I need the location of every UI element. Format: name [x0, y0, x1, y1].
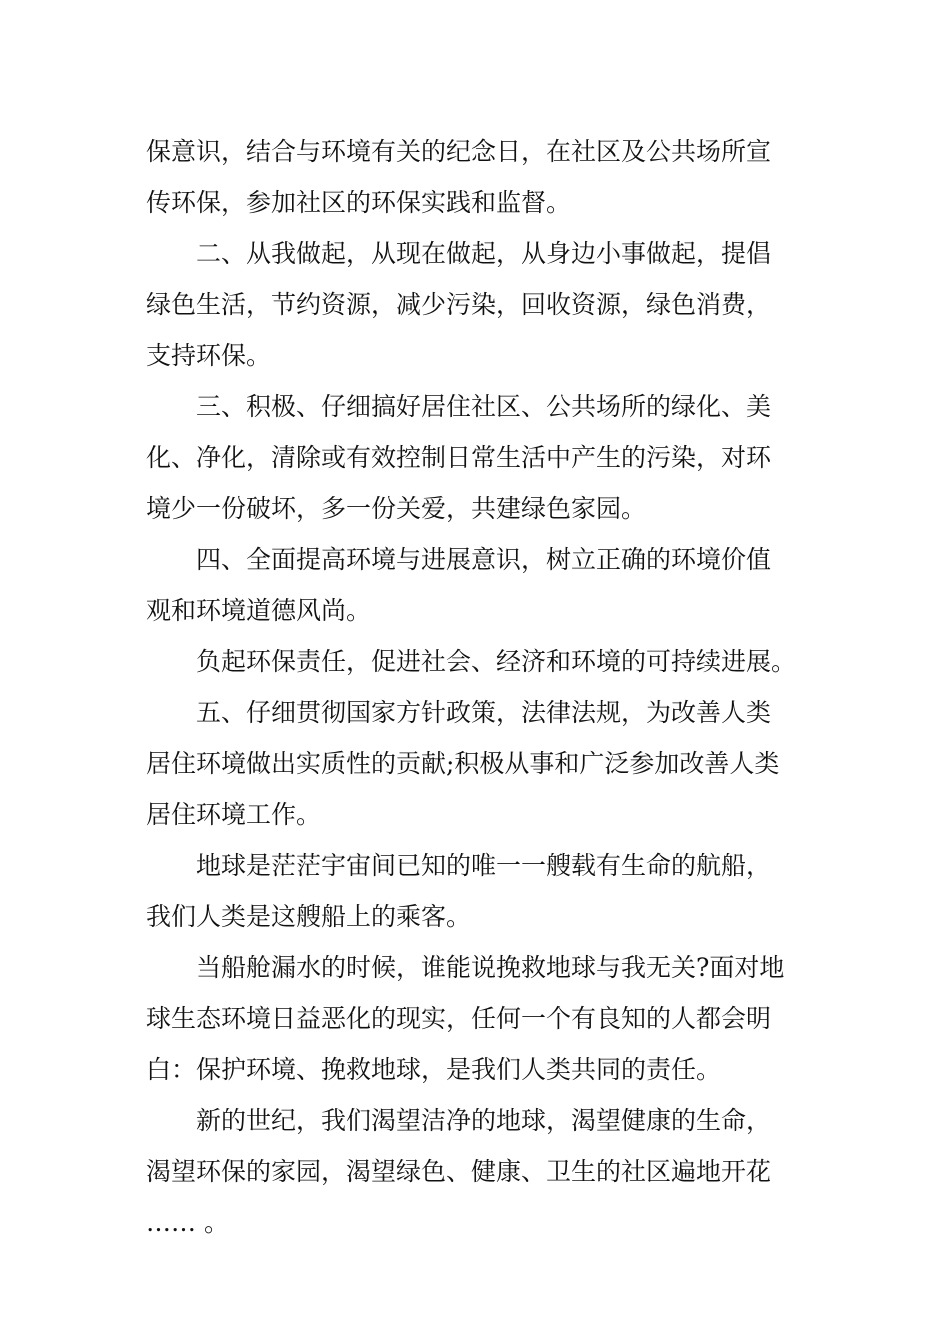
text-line: 境少一份破坏，多一份关爱，共建绿色家园。 — [146, 494, 647, 523]
text-line: 四、全面提高环境与进展意识，树立正确的环境价值 — [146, 545, 772, 574]
text-line: 当船舱漏水的时候，谁能说挽救地球与我无关?面对地 — [146, 953, 785, 982]
text-line: 支持环保。 — [146, 341, 272, 370]
text-line: 化、净化，清除或有效控制日常生活中产生的污染，对环 — [146, 443, 772, 472]
text-line: 地球是茫茫宇宙间已知的唯一一艘载有生命的航船， — [146, 851, 772, 880]
text-line: 传环保，参加社区的环保实践和监督。 — [146, 188, 572, 217]
text-line: 球生态环境日益恶化的现实，任何一个有良知的人都会明 — [146, 1004, 772, 1033]
text-line: 负起环保责任，促进社会、经济和环境的可持续进展。 — [146, 647, 797, 676]
text-line: 三、积极、仔细搞好居住社区、公共场所的绿化、美 — [146, 392, 772, 421]
text-line: 五、仔细贯彻国家方针政策，法律法规，为改善人类 — [146, 698, 772, 727]
document-body — [146, 126, 806, 1248]
text-line: 新的世纪，我们渴望洁净的地球，渴望健康的生命， — [146, 1106, 772, 1135]
text-line: 我们人类是这艘船上的乘客。 — [146, 902, 472, 931]
text-line: 保意识，结合与环境有关的纪念日，在社区及公共场所宣 — [146, 137, 772, 166]
text-line: 居住环境工作。 — [146, 800, 322, 829]
text-line: 居住环境做出实质性的贡献;积极从事和广泛参加改善人类 — [146, 749, 780, 778]
text-line: 绿色生活，节约资源，减少污染，回收资源，绿色消费， — [146, 290, 772, 319]
text-line: 二、从我做起，从现在做起，从身边小事做起，提倡 — [146, 239, 772, 268]
text-line: 渴望环保的家园，渴望绿色、健康、卫生的社区遍地开花 — [146, 1157, 772, 1186]
text-line: …… 。 — [146, 1208, 229, 1237]
text-line: 观和环境道德风尚。 — [146, 596, 372, 625]
text-line: 白：保护环境、挽救地球，是我们人类共同的责任。 — [146, 1055, 722, 1084]
